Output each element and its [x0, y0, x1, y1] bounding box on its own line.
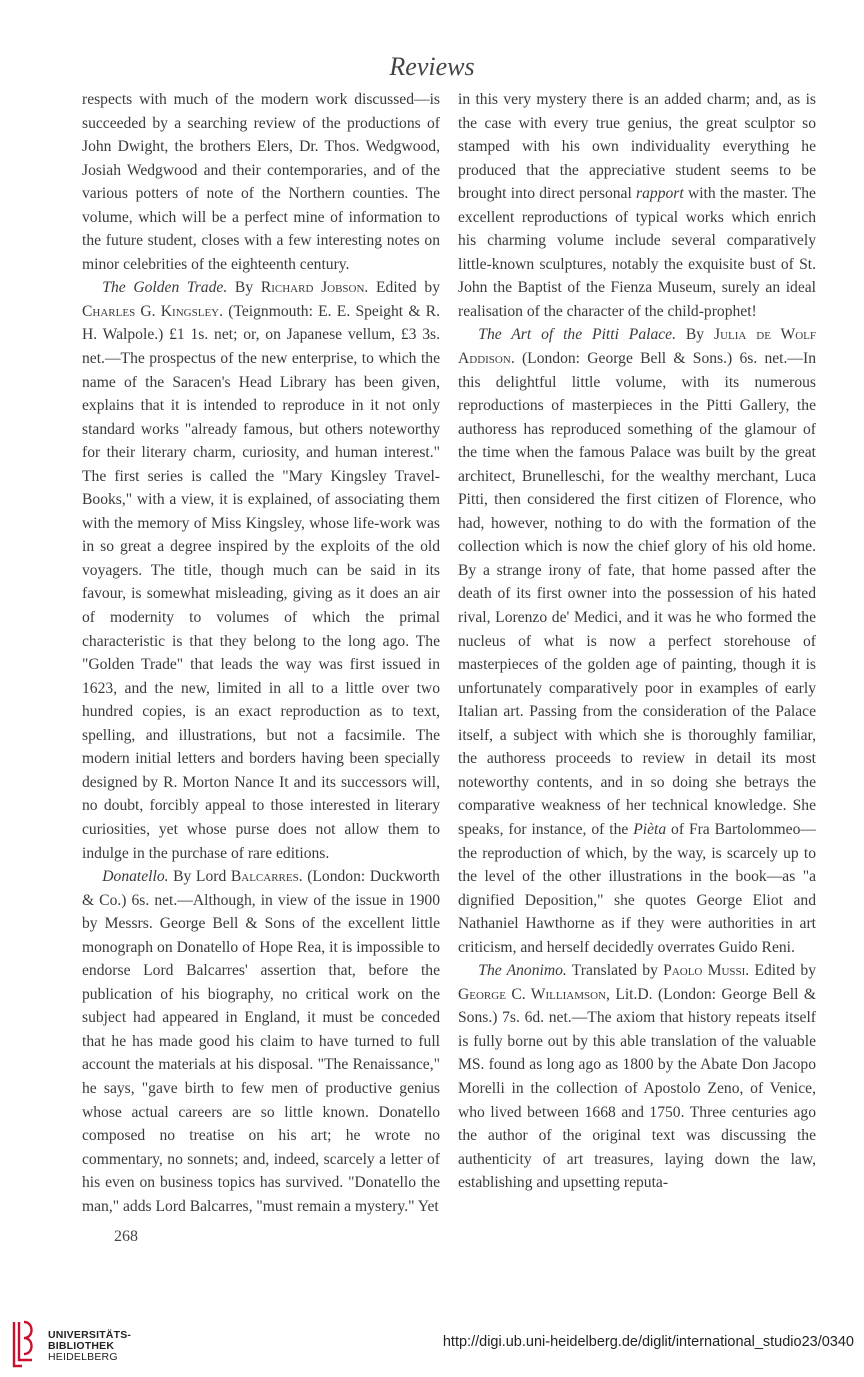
running-head: Reviews — [389, 52, 475, 81]
review-body: (London: Duckworth & Co.) 6s. net.—Although, in view of the issue in 1900 by Messrs. George Bell & Sons of the excellent little monograph on Donatello of Hope Rea, it is impossible to endorse Lord Balcarres' assertion that, before the publication of his biography, no critical work on the subject had appeared in England, it must be conceded that he has made good his claim to have turned to full account the materials at his disposal. "The Renaissance," he says, "gave birth to few men of productive genius whose actual careers are so little known. Donatello composed no treatise on his art; he wrote no commentary, no sonnets; and, indeed, scarcely a letter of his even on business topics has survived. "Donatello the man," adds Lord Balcarres, "must remain a mystery." Yet — [82, 868, 440, 1215]
review-continuation-paragraph: respects with much of the modern work discussed—is succeeded by a searching review of the productions of John Dwight, the brothers Elers, Dr. Thos. Wedgwood, Josiah Wedgwood and their contemporaries, and of the various potters of note of the Northern counties. The volume, which will be a perfect mine of information to the future student, closes with a few interesting notes on minor celebrities of the eighteenth century. — [82, 91, 440, 273]
editor-name: George C. Williamson, — [458, 985, 610, 1003]
footer-bar — [0, 1310, 864, 1377]
review-donatello: Donatello. By Lord Balcarres. (London: Duckworth & Co.) 6s. net.—Although, in view of the issue in 1900 by Messrs. George Bell & Sons of the excellent little monograph on Donatello of Hope Rea, it is impossible to endorse Lord Balcarres' assertion that, before the publication of his biography, no critical work on the subject had appeared in England, it must be conceded that he has made good his claim to have turned to full account the materials at his disposal. "The Renaissance," he says, "gave birth to few men of productive genius whose actual careers are so little known. Donatello composed no treatise on his art; he wrote no commentary, no sonnets; and, indeed, scarcely a letter of his even on business topics has survived. "Donatello the man," adds Lord Balcarres, "must remain a mystery." Yet — [82, 868, 440, 1215]
review-anonimo: The Anonimo. Translated by Paolo Mussi. Edited by George C. Williamson, Lit.D. (London: George Bell & Sons.) 7s. 6d. net.—The axiom that history repeats itself is fully borne out by this able translation of the valuable MS. found as long ago as 1800 by the Abate Don Jacopo Morelli in the collection of Apostolo Zeno, of Venice, who lived between 1668 and 1750. Three centuries ago the author of the original text was discussing the authenticity of art treasures, laying down the law, establishing and upsetting reputa- — [458, 962, 817, 1192]
review-body: (London: George Bell & Sons.) 7s. 6d. net.—The axiom that history repeats itself is fully borne out by this able translation of the valuable MS. found as long ago as 1800 by the Abate Don Jacopo Morelli in the collection of Apostolo Zeno, of Venice, who lived between 1668 and 1750. Three centuries ago the author of the original text was discussing the authenticity of art treasures, laying down the law, establishing and upsetting reputa- — [458, 985, 816, 1192]
translator-name: Paolo Mussi. — [663, 962, 750, 980]
book-title: The Art of the Pitti Palace. — [478, 326, 676, 344]
author-name: Julia de Wolf Addison. — [458, 326, 817, 368]
book-title: Donatello. — [102, 868, 169, 886]
review-continuation-paragraph: in this very mystery there is an added charm; and, as is the case with every true genius, the great sculptor so stamped with his own individuality everything he produced that the appreciative student seems to be brought into direct personal rapport with the master. The excellent reproductions of typical works which enrich his charming volume include several comparatively little-known sculptures, notably the exquisite bust of St. John the Baptist of the Fienza Museum, surely an ideal realisation of the character of the child-prophet! — [458, 91, 816, 320]
review-golden-trade: The Golden Trade. By Richard Jobson. Edited by Charles G. Kingsley. (Teignmouth: E. E. Speight & R. H. Walpole.) £1 1s. net; or, on Japanese vellum, £3 3s. net.—The prospectus of the new enterprise, to which the name of the Saracen's Head Library has been given, explains that it is intended to reproduce in it not only standard works "already famous, but others noteworthy for their literary charm, curiosity, and human interest." The first series is called the "Mary Kingsley Travel-Books," with a view, it is explained, of associating them with the memory of Miss Kingsley, whose life-work was in so great a degree inspired by the exploits of the old voyagers. The title, though much can be said in its favour, is somewhat misleading, giving as it does an air of modernity to volumes of which the primal characteristic is that they belong to the long ago. The "Golden Trade" that leads the way was first issued in 1623, and the new, limited in all to a little over two hundred copies, is an exact reproduction as to text, spelling, and illustrations, but not a facsimile. The modern initial letters and borders having been specially designed by R. Morton Nance It and its successors will, no doubt, forcibly appeal to those interested in literary curiosities, yet whose purse does not allow them to indulge in the purchase of rare editions. — [82, 279, 440, 862]
book-title: The Golden Trade. — [102, 279, 228, 297]
left-column — [82, 88, 440, 1218]
review-body: (Teignmouth: E. E. Speight & R. H. Walpole.) £1 1s. net; or, on Japanese vellum, £3 3s. net.—The prospectus of the new enterprise, to which the name of the Saracen's Head Library has been given, explains that it is intended to reproduce in it not only standard works "already famous, but others noteworthy for their literary charm, curiosity, and human interest." The first series is called the "Mary Kingsley Travel-Books," with a view, it is explained, of associating them with the memory of Miss Kingsley, whose life-work was in so great a degree inspired by the exploits of the old voyagers. The title, though much can be said in its favour, is somewhat misleading, giving as it does an air of modernity to volumes of which the primal characteristic is that they belong to the long ago. The "Golden Trade" that leads the way was first issued in 1623, and the new, limited in all to a little over two hundred copies, is an exact reproduction as to text, spelling, and illustrations, but not a facsimile. The modern initial letters and borders having been specially designed by R. Morton Nance It and its successors will, no doubt, forcibly appeal to those interested in literary curiosities, yet whose purse does not allow them to indulge in the purchase of rare editions. — [82, 302, 440, 862]
book-title: The Anonimo. — [478, 962, 567, 980]
editor-name: Charles G. Kingsley. — [82, 302, 224, 320]
library-logo-icon — [10, 1318, 36, 1370]
author-name: Balcarres. — [230, 868, 303, 886]
right-column — [458, 88, 816, 1195]
author-name: Richard Jobson. — [260, 279, 369, 297]
library-name: UNIVERSITÄTS- BIBLIOTHEK HEIDELBERG — [48, 1329, 132, 1363]
permalink-url[interactable]: http://digi.ub.uni-heidelberg.de/diglit/international_studio23/0340 — [442, 1334, 854, 1350]
review-body: (London: George Bell & Sons.) 6s. net.—In this delightful little volume, with its numerous reproductions of masterpieces in the Pitti Gallery, the authoress has reproduced something of the glamour of the time when the famous Palace was built by the great architect, Brunelleschi, for the wealthy merchant, Luca Pitti, then considered the first citizen of Florence, who had, however, nothing to do with the formation of the collection which is now the chief glory of his old home. By a strange irony of fate, that home passed after the death of its first owner into the possession of his hated rival, Lorenzo de' Medici, and it was he who formed the nucleus of what is now a perfect storehouse of masterpieces of the golden age of painting, though it is unfortunately comparatively poor in examples of early Italian art. Passing from the consideration of the Palace itself, a subject with which she is thoroughly familiar, the authoress proceeds to review in detail its most noteworthy contents, and in so doing she betrays the comparative weakness of her technical knowledge. She speaks, for instance, of the — [458, 350, 816, 838]
review-pitti-palace: The Art of the Pitti Palace. By Julia de Wolf Addison. (London: George Bell & Sons.) 6s. net.—In this delightful little volume, with its numerous reproductions of masterpieces in the Pitti Gallery, the authoress has reproduced something of the glamour of the time when the famous Palace was built by the great architect, Brunelleschi, for the wealthy merchant, Luca Pitti, then considered the first citizen of Florence, who had, however, nothing to do with the formation of the collection which is now the chief glory of his old home. By a strange irony of fate, that home passed after the death of its first owner into the possession of his hated rival, Lorenzo de' Medici, and it was he who formed the nucleus of what is now a perfect storehouse of masterpieces of the golden age of painting, though it is unfortunately comparatively poor in examples of early Italian art. Passing from the consideration of the Palace itself, a subject with which she is thoroughly familiar, the authoress proceeds to review in detail its most noteworthy contents, and in so doing she betrays the comparative weakness of her technical knowledge. She speaks, for instance, of the Pièta of Fra Bartolommeo—the reproduction of which, by the way, is scarcely up to the level of the other illustrations in the book—as "a dignified Deposition," she quotes George Eliot and Nathaniel Hawthorne as if they were authorities in art criticism, and herself decidedly overrates Guido Reni. — [458, 326, 817, 956]
page-number: 268 — [114, 1228, 138, 1245]
